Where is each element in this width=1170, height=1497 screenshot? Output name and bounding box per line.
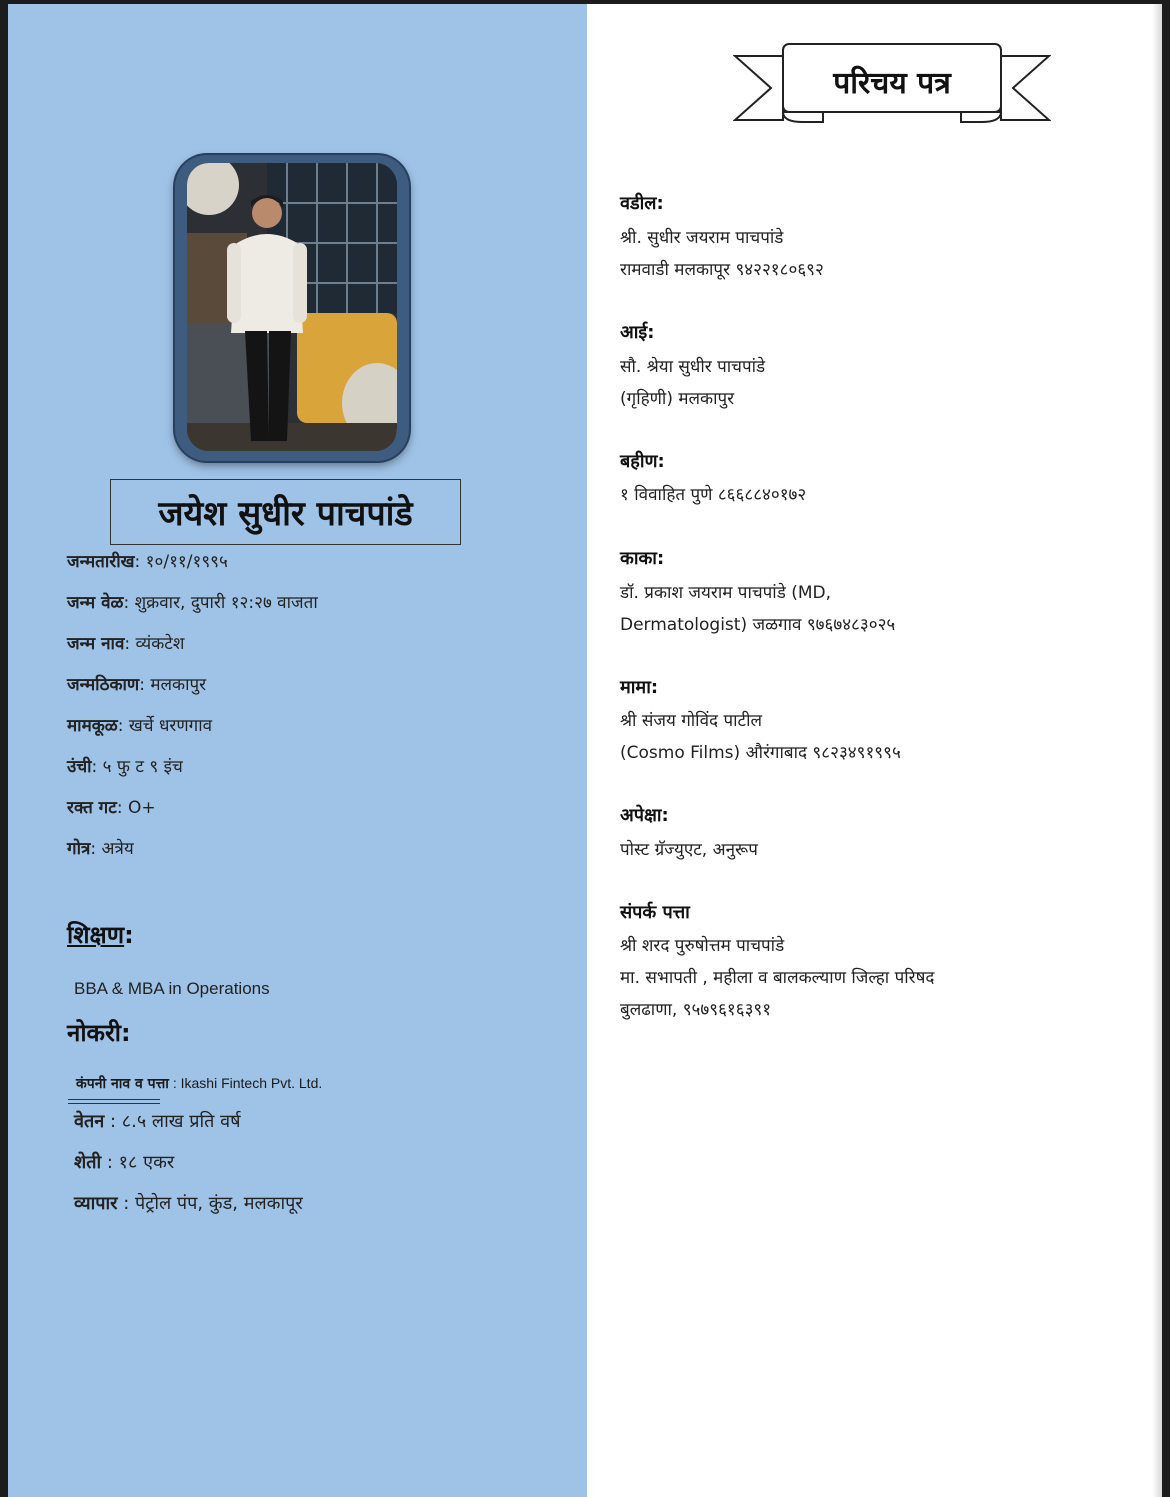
field-value: : O+ — [116, 798, 156, 818]
family-line: १ विवाहित पुणे ८६६८८४०१७२ — [620, 485, 807, 505]
family-line: श्री संजय गोविंद पाटील — [620, 711, 763, 731]
double-underline — [68, 1099, 160, 1104]
field-maternal-family — [67, 713, 212, 736]
field-value: : शुक्रवार, दुपारी १२:२७ वाजता — [123, 593, 318, 613]
education-heading-text: शिक्षण — [67, 921, 125, 949]
field-value: : ५ फु ट ९ इंच — [91, 757, 183, 777]
education-heading-suffix: : — [124, 921, 134, 949]
family-line: रामवाडी मलकापूर ९४२२१८०६९२ — [620, 260, 824, 280]
education-value: BBA & MBA in Operations — [74, 979, 270, 998]
field-birth-date — [67, 549, 228, 572]
field-label: जन्मतारीख — [67, 552, 135, 572]
expectation-label: अपेक्षा: — [620, 805, 669, 826]
field-birth-name — [67, 631, 184, 654]
field-value: : ८.५ लाख प्रति वर्ष — [104, 1111, 241, 1132]
field-value: : १०/११/१९९५ — [134, 552, 228, 572]
field-business — [74, 1191, 303, 1215]
family-line: (गृहिणी) मलकापुर — [620, 389, 735, 409]
family-line: डॉ. प्रकाश जयराम पाचपांडे (MD, — [620, 583, 832, 603]
education-heading — [67, 918, 134, 951]
field-value: : पेट्रोल पंप, कुंड, मलकापूर — [117, 1193, 303, 1214]
portrait-photo-icon — [187, 163, 397, 451]
field-label: जन्म नाव — [67, 634, 125, 654]
contact-address-label: संपर्क पत्ता — [620, 902, 690, 923]
field-label: जन्मठिकाण — [67, 675, 140, 695]
job-company-value: : Ikashi Fintech Pvt. Ltd. — [168, 1075, 323, 1091]
field-label: जन्म वेळ — [67, 593, 124, 613]
biodata-page — [8, 4, 1162, 1497]
field-label: शेती — [74, 1152, 102, 1173]
contact-line: बुलढाणा, ९५७९६१६३९१ — [620, 1000, 772, 1020]
field-value: : खर्चे धरणगाव — [117, 716, 213, 736]
field-value: : मलकापुर — [139, 675, 207, 695]
field-birth-place — [67, 672, 206, 695]
field-farm-land — [74, 1150, 174, 1174]
job-heading: नोकरी: — [67, 1019, 131, 1047]
name-box — [110, 479, 461, 545]
family-line: श्री. सुधीर जयराम पाचपांडे — [620, 228, 784, 248]
contact-line: मा. सभापती , महीला व बालकल्याण जिल्हा परिषद — [620, 968, 935, 988]
field-label: रक्त गट — [67, 798, 117, 818]
field-value: : व्यंकटेश — [124, 634, 185, 654]
profile-photo-frame — [175, 155, 409, 461]
field-birth-time — [67, 590, 318, 613]
contact-line: श्री शरद पुरुषोत्तम पाचपांडे — [620, 936, 785, 956]
field-value: : अत्रेय — [90, 839, 134, 859]
field-label: उंची — [67, 757, 92, 777]
family-label-uncle: काका: — [620, 548, 665, 569]
field-label: मामकूळ — [67, 716, 118, 736]
family-line: सौ. श्रेया सुधीर पाचपांडे — [620, 357, 766, 377]
field-salary — [74, 1109, 241, 1133]
field-blood-group — [67, 795, 156, 818]
family-label-maternal-uncle: मामा: — [620, 677, 659, 698]
field-label: वेतन — [74, 1111, 105, 1132]
field-height — [67, 754, 183, 777]
job-company — [76, 1074, 322, 1093]
family-label-sister: बहीण: — [620, 451, 665, 472]
profile-photo — [187, 163, 397, 451]
page-edge-shade — [1152, 4, 1162, 1497]
family-label-father: वडील: — [620, 193, 664, 214]
page-title: परिचय पत्र — [833, 65, 951, 101]
candidate-name: जयेश सुधीर पाचपांडे — [158, 494, 413, 534]
field-gotra — [67, 836, 134, 859]
job-company-label: कंपनी नाव व पत्ता — [76, 1076, 169, 1092]
family-label-mother: आई: — [620, 322, 655, 343]
field-label: गोत्र — [67, 839, 91, 859]
expectation-value: पोस्ट ग्रॅज्युएट, अनुरूप — [620, 840, 758, 860]
field-value: : १८ एकर — [101, 1152, 175, 1173]
field-label: व्यापार — [74, 1193, 118, 1214]
family-line: (Cosmo Films) औरंगाबाद ९८२३४९१९९५ — [620, 743, 901, 763]
family-line: Dermatologist) जळगाव ९७६७४८३०२५ — [620, 615, 896, 635]
